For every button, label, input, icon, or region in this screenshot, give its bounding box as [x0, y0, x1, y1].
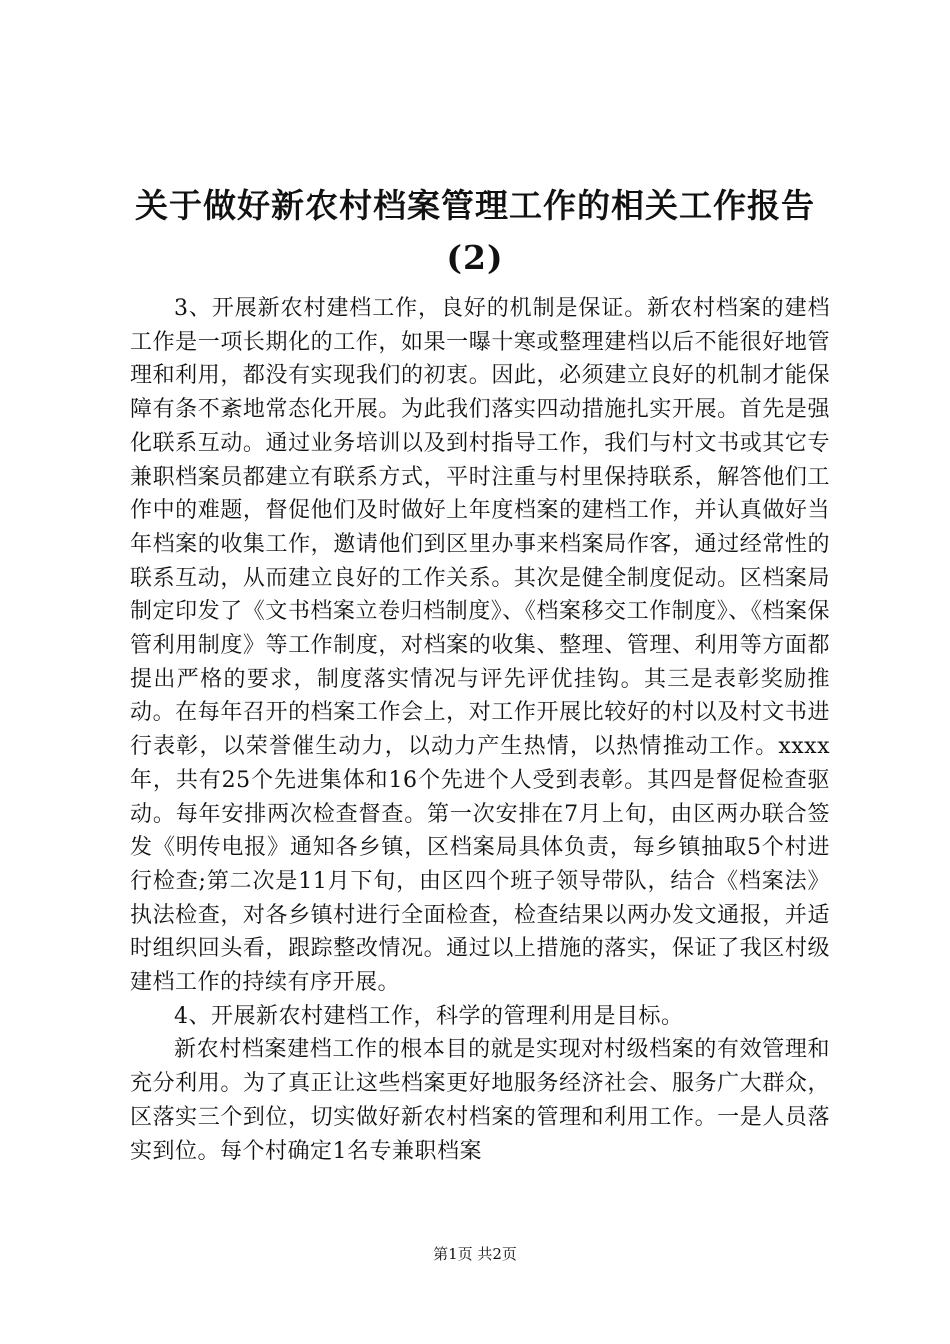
page-number-footer: 第1页 共2页 [433, 1245, 517, 1263]
document-title: 关于做好新农村档案管理工作的相关工作报告(2) [135, 186, 815, 277]
paragraph-3-mechanism: 3、开展新农村建档工作，良好的机制是保证。新农村档案的建档工作是一项长期化的工作，如果一曝十寒或整理建档以后不能很好地管理和利用，都没有实现我们的初衷。因此，必须建立良好的机制才能保障有条不紊地常态化开展。为此我们落实四动措施扎实开展。首先是强化联系互动。通过业务培训以及到村指导工作，我们与村文书或其它专兼职档案员都建立有联系方式，平时注重与村里保持联系，解答他们工作中的难题，督促他们及时做好上年度档案的建档工作，并认真做好当年档案的收集工作，邀请他们到区里办事来档案局作客，通过经常性的联系互动，从而建立良好的工作关系。其次是健全制度促动。区档案局制定印发了《文书档案立卷归档制度》、《档案移交工作制度》、《档案保管利用制度》等工作制度，对档案的收集、整理、管理、利用等方面都提出严格的要求，制度落实情况与评先评优挂钩。其三是表彰奖励推动。在每年召开的档案工作会上，对工作开展比较好的村以及村文书进行表彰，以荣誉催生动力，以动力产生热情，以热情推动工作。xxxx年，共有25个先进集体和16个先进个人受到表彰。其四是督促检查驱动。每年安排两次检查督查。第一次安排在7月上旬，由区两办联合签发《明传电报》通知各乡镇，区档案局具体负责，每乡镇抽取5个村进行检查;第二次是11月下旬，由区四个班子领导带队，结合《档案法》执法检查，对各乡镇村进行全面检查，检查结果以两办发文通报，并适时组织回头看，跟踪整改情况。通过以上措施的落实，保证了我区村级建档工作的持续有序开展。 [130, 296, 830, 996]
paragraph-4-body: 新农村档案建档工作的根本目的就是实现对村级档案的有效管理和充分利用。为了真正让这些档案更好地服务经济社会、服务广大群众，区落实三个到位，切实做好新农村档案的管理和利用工作。一是人员落实到位。每个村确定1名专兼职档案 [130, 1037, 830, 1164]
document-body [130, 292, 830, 1168]
paragraph-4-heading: 4、开展新农村建档工作，科学的管理利用是目标。 [174, 1003, 684, 1029]
